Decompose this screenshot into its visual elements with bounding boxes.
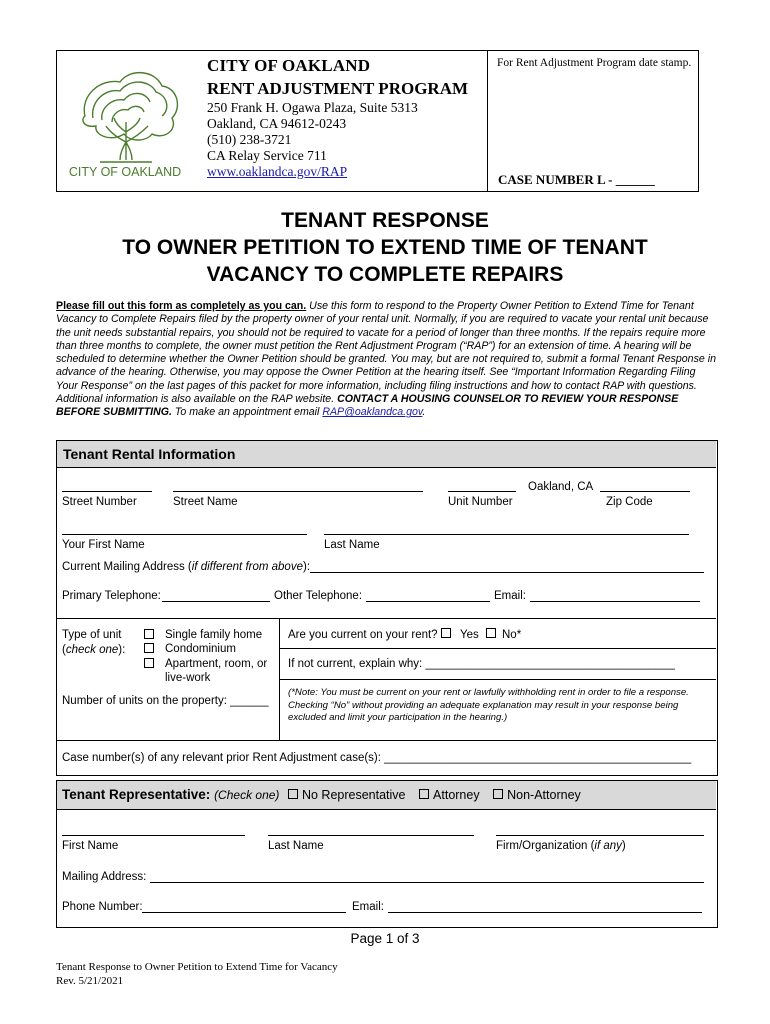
checkbox-non-attorney[interactable]	[493, 789, 503, 799]
last-name-label: Last Name	[324, 539, 380, 551]
single-family-label: Single family home	[165, 629, 263, 641]
first-name-field[interactable]	[62, 534, 307, 535]
case-number-label: CASE NUMBER L - ______	[498, 172, 655, 187]
checkbox-apartment[interactable]	[144, 658, 154, 668]
logo-text: CITY OF OAKLAND	[68, 165, 182, 179]
divider-bottom	[57, 740, 716, 741]
rep-first-name-label: First Name	[62, 840, 119, 852]
rep-first-name-field[interactable]	[62, 835, 245, 836]
check-one-paren-a: (	[62, 644, 66, 656]
intro-appointment: To make an appointment email	[171, 406, 323, 419]
divider-explain	[280, 679, 716, 680]
representative-check-one: (Check one)	[214, 788, 280, 802]
email-label: Email:	[494, 590, 526, 602]
rep-firm-field[interactable]	[496, 835, 704, 836]
relay-service: CA Relay Service 711	[207, 148, 327, 163]
footer-revision: Rev. 5/21/2021	[56, 975, 124, 987]
number-of-units-label: Number of units on the property: ______	[62, 695, 269, 707]
no-label: No*	[502, 629, 522, 641]
street-number-label: Street Number	[62, 496, 137, 508]
rep-last-name-label: Last Name	[268, 840, 324, 852]
rep-phone-label: Phone Number:	[62, 901, 143, 913]
mailing-label-c: ):	[302, 561, 311, 573]
zip-code-label: Zip Code	[606, 496, 653, 508]
mailing-label-a: Current Mailing Address (	[62, 561, 192, 573]
intro-contact: CONTACT A HOUSING COUNSELOR TO REVIEW YOUR RESPONSE BEFORE SUBMITTING.	[56, 393, 679, 419]
date-stamp-label: For Rent Adjustment Program date stamp.	[497, 57, 692, 69]
current-rent-question: Are you current on your rent?	[288, 629, 438, 641]
other-phone-label: Other Telephone:	[274, 590, 363, 602]
checkbox-no-representative[interactable]	[288, 789, 298, 799]
primary-phone-field[interactable]	[162, 601, 270, 602]
rep-phone-field[interactable]	[142, 912, 346, 913]
rep-email-label: Email:	[352, 901, 384, 913]
firm-label-c: )	[621, 840, 626, 852]
representative-heading: Tenant Representative:	[62, 787, 211, 802]
city-of-oakland-logo	[60, 56, 190, 186]
divider-top	[57, 618, 716, 619]
checkbox-no[interactable]	[486, 628, 496, 638]
condominium-label: Condominium	[165, 643, 236, 655]
oak-tree-icon	[60, 56, 190, 186]
type-of-unit-label: Type of unit	[62, 629, 122, 641]
check-one-italic: check one	[65, 644, 119, 656]
intro-body: Use this form to respond to the Property Owner Petition to Extend Time for Tenant Vacancy to Complete Repairs filed by the property owner of your rental unit. Normally, if you are required to vacate your rental unit because the unit needs substantial repairs, you should not be required to vacate for a period of longer than three months. If the repairs require more than three months to complete, the owner must petition the Rent Adjustment Program (“RAP”) for an extension of time. A hearing will be scheduled to determine whether the Owner Petition should be granted. You may, but are not required to, submit a formal Tenant Response in advance of the hearing. Otherwise, you may oppose the Owner Petition at the hearing itself. See “Important Information Regarding Filing Your Response” on the last pages of this packet for more information, including filing instructions and how to contact RAP with questions. Additional information is also available on the RAP website.	[56, 300, 716, 406]
option-single-family[interactable]	[144, 629, 154, 642]
no-representative-label: No Representative	[301, 788, 406, 802]
address-line2: Oakland, CA 94612-0243	[207, 116, 347, 131]
last-name-field[interactable]	[324, 534, 689, 535]
rep-mailing-label: Mailing Address:	[62, 871, 147, 883]
phone-number: (510) 238-3721	[207, 132, 292, 147]
option-yes[interactable]	[441, 628, 451, 641]
org-name-line2: RENT ADJUSTMENT PROGRAM	[207, 79, 469, 98]
option-condominium[interactable]	[144, 643, 154, 656]
firm-label-a: Firm/Organization (	[496, 840, 595, 852]
intro-lead: Please fill out this form as completely as you can.	[56, 300, 307, 312]
street-name-field[interactable]	[173, 491, 423, 492]
zip-code-field[interactable]	[600, 491, 690, 492]
title-line2: TO OWNER PETITION TO EXTEND TIME OF TENANT	[122, 236, 648, 259]
check-one-label	[62, 644, 125, 656]
title-line1: TENANT RESPONSE	[281, 209, 489, 232]
checkbox-yes[interactable]	[441, 628, 451, 638]
primary-phone-label: Primary Telephone:	[62, 590, 161, 602]
email-field[interactable]	[530, 601, 700, 602]
mailing-address-field[interactable]	[310, 572, 704, 573]
rep-firm-label	[496, 840, 626, 852]
website-link[interactable]: www.oaklandca.gov/RAP	[207, 164, 348, 179]
org-name-line1: CITY OF OAKLAND	[207, 56, 371, 75]
city-text: Oakland, CA	[528, 481, 594, 493]
attorney-label: Attorney	[433, 788, 480, 802]
current-rent-note: (*Note: You must be current on your rent or lawfully withholding rent in order to file a response. Checking “No” without providing an adequate explanation may result in your response being excluded and limit your participation in the hearing.)	[288, 687, 689, 723]
rental-info-heading: Tenant Rental Information	[63, 446, 236, 462]
firm-label-b: if any	[594, 840, 622, 852]
address-line1: 250 Frank H. Ogawa Plaza, Suite 5313	[207, 100, 418, 115]
prior-case-numbers-field[interactable]: Case number(s) of any relevant prior Rent Adjustment case(s): ________________________________________________	[62, 752, 692, 764]
rap-email-link[interactable]: RAP@oaklandca.gov	[322, 406, 423, 419]
street-name-label: Street Name	[173, 496, 238, 508]
street-number-field[interactable]	[62, 491, 152, 492]
yes-label: Yes	[460, 629, 479, 641]
checkbox-condominium[interactable]	[144, 643, 154, 653]
rep-email-field[interactable]	[388, 912, 702, 913]
title-line3: VACANCY TO COMPLETE REPAIRS	[206, 263, 564, 286]
checkbox-single-family[interactable]	[144, 629, 154, 639]
rep-last-name-field[interactable]	[268, 835, 474, 836]
apartment-label-a: Apartment, room, or	[165, 658, 268, 670]
option-apartment[interactable]	[144, 658, 154, 671]
checkbox-attorney[interactable]	[419, 789, 429, 799]
rep-mailing-field[interactable]	[150, 882, 704, 883]
option-no[interactable]	[486, 628, 496, 641]
explain-why-field[interactable]: If not current, explain why: _______________________________________	[288, 658, 675, 670]
divider-rent-q	[280, 648, 716, 649]
mailing-label-b: if different from above	[191, 561, 303, 573]
intro-end: .	[422, 406, 426, 419]
check-one-paren-b: ):	[118, 644, 126, 656]
unit-number-field[interactable]	[448, 491, 516, 492]
first-name-label: Your First Name	[62, 539, 145, 551]
unit-number-label: Unit Number	[448, 496, 513, 508]
footer-doc-title: Tenant Response to Owner Petition to Extend Time for Vacancy	[56, 961, 338, 973]
non-attorney-label: Non-Attorney	[507, 788, 581, 802]
representative-heading-row	[62, 787, 581, 802]
header-divider	[487, 50, 488, 191]
page-number: Page 1 of 3	[350, 931, 420, 946]
mailing-address-label	[62, 561, 310, 573]
apartment-label-b: live-work	[165, 672, 211, 684]
intro-paragraph	[56, 300, 716, 420]
other-phone-field[interactable]	[366, 601, 490, 602]
